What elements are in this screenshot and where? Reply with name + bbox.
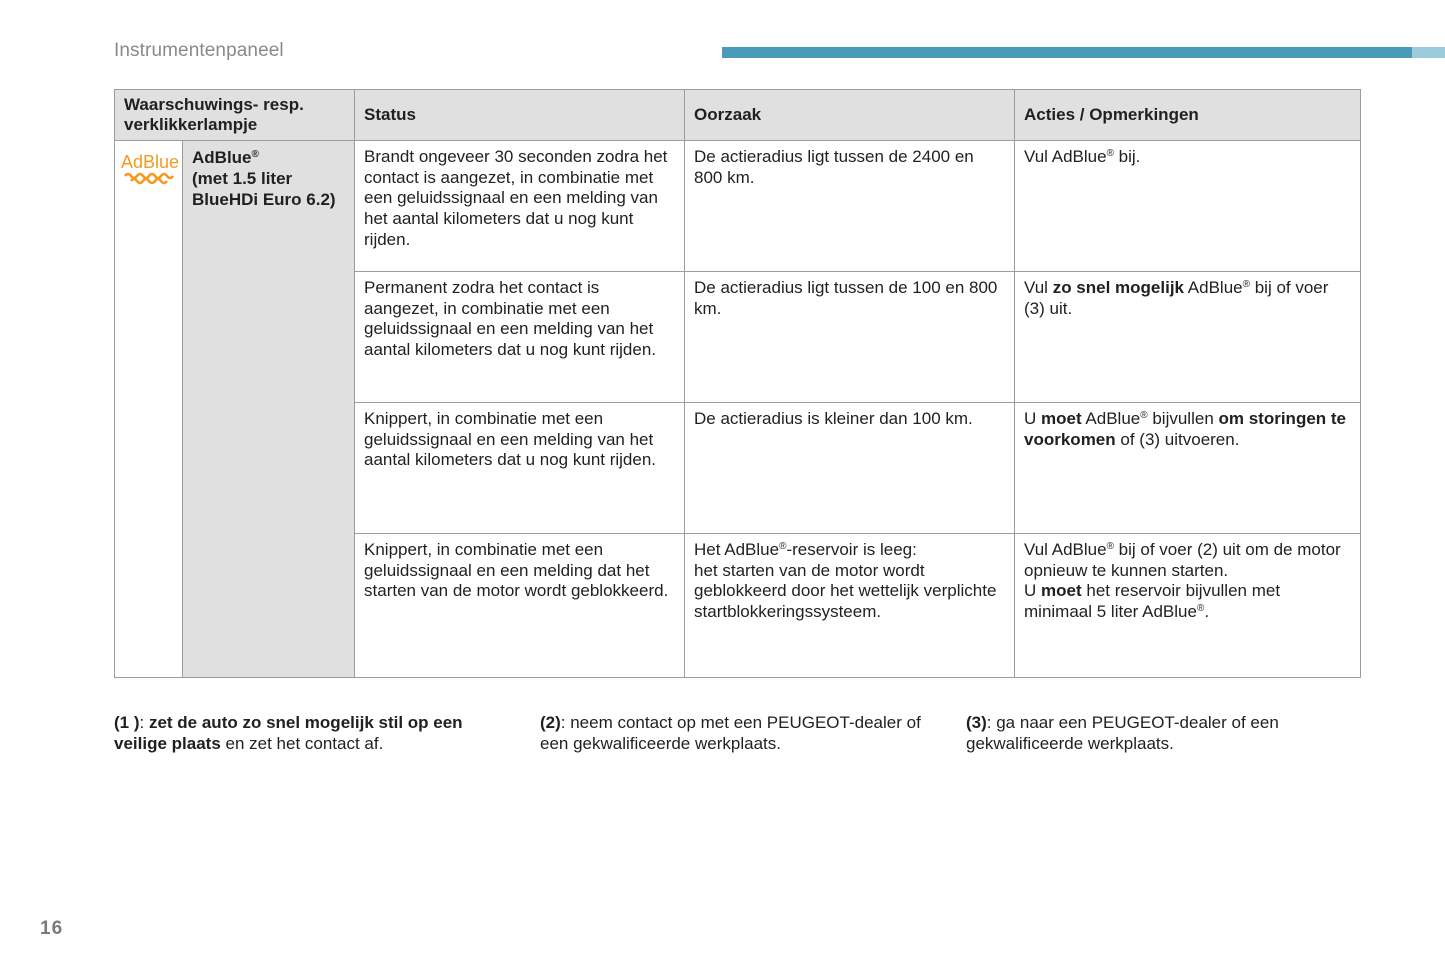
footnote-1: (1 ): zet de auto zo snel mogelijk stil op een veilige plaats en zet het contact af. <box>114 713 463 753</box>
page-number: 16 <box>40 918 64 939</box>
cause-cell: De actieradius ligt tussen de 2400 en 800 km. <box>685 141 1015 272</box>
lamp-icon-cell <box>115 141 183 678</box>
action-cell: Vul AdBlue® bij of voer (2) uit om de motor opnieuw te kunnen starten. U moet het reservoir bijvullen met minimaal 5 liter AdBlue®. <box>1015 534 1361 678</box>
footnote-2: (2): neem contact op met een PEUGEOT-dealer of een gekwalificeerde werkplaats. <box>540 713 921 753</box>
header-actions: Acties / Opmerkingen <box>1015 90 1361 141</box>
status-cell: Knippert, in combinatie met een geluidssignaal en een melding dat het starten van de motor wordt geblokkeerd. <box>355 534 685 678</box>
header-lamp: Waarschuwings- resp. verklikkerlampje <box>115 90 355 141</box>
adblue-icon-label: AdBlue <box>120 152 180 172</box>
table-row <box>115 141 1361 272</box>
cause-cell: Het AdBlue®-reservoir is leeg: het starten van de motor wordt geblokkeerd door het wettelijk verplichte startblokkeringssysteem. <box>685 534 1015 678</box>
lamp-name: AdBlue® (met 1.5 liter BlueHDi Euro 6.2) <box>192 148 336 209</box>
lamp-variant: (met 1.5 liter BlueHDi Euro 6.2) <box>192 169 336 209</box>
status-cell: Knippert, in combinatie met een geluidssignaal en een melding van het aantal kilometers dat u nog kunt rijden. <box>355 403 685 534</box>
lamp-name-cell <box>183 141 355 678</box>
header-accent-bar <box>722 47 1412 58</box>
warning-lamp-table <box>114 89 1361 678</box>
table-header-row <box>115 90 1361 141</box>
header-status: Status <box>355 90 685 141</box>
adblue-warning-icon <box>119 151 181 187</box>
action-cell: Vul AdBlue® bij. <box>1015 141 1361 272</box>
status-cell: Permanent zodra het contact is aangezet, in combinatie met een geluidssignaal en een melding van het aantal kilometers dat u nog kunt rijden. <box>355 272 685 403</box>
action-cell: Vul zo snel mogelijk AdBlue® bij of voer (3) uit. <box>1015 272 1361 403</box>
header-accent-bar-tail <box>1412 47 1445 58</box>
cause-cell: De actieradius is kleiner dan 100 km. <box>685 403 1015 534</box>
action-cell: U moet AdBlue® bijvullen om storingen te voorkomen of (3) uitvoeren. <box>1015 403 1361 534</box>
header-cause: Oorzaak <box>685 90 1015 141</box>
status-cell: Brandt ongeveer 30 seconden zodra het contact is aangezet, in combinatie met een geluidssignaal en een melding van het aantal kilometers dat u nog kunt rijden. <box>355 141 685 272</box>
section-title: Instrumentenpaneel <box>114 40 284 61</box>
cause-cell: De actieradius ligt tussen de 100 en 800 km. <box>685 272 1015 403</box>
footnote-3: (3): ga naar een PEUGEOT-dealer of een gekwalificeerde werkplaats. <box>966 713 1279 753</box>
